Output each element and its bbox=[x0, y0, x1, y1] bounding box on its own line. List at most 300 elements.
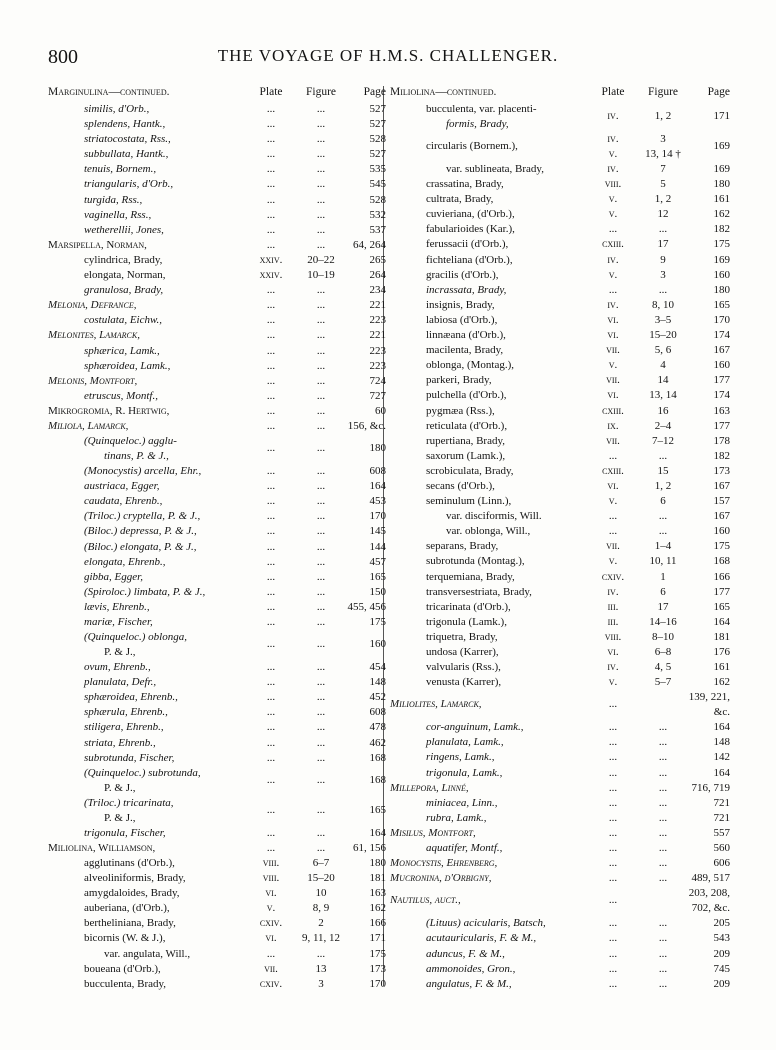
plate-cell: ... bbox=[266, 148, 276, 161]
page-cell: 209 bbox=[713, 977, 730, 990]
page-cell: 182 bbox=[713, 223, 730, 236]
index-entry bbox=[48, 419, 386, 434]
plate-cell: ... bbox=[266, 442, 276, 455]
plate-cell: ... bbox=[266, 947, 276, 960]
index-entry bbox=[48, 359, 386, 374]
entry-name: trigonula, Lamk., bbox=[426, 766, 503, 779]
entry-name: seminulum (Linn.), bbox=[426, 495, 512, 508]
plate-cell: ... bbox=[266, 103, 276, 115]
figure-cell: ... bbox=[316, 525, 326, 538]
figure-cell: 12 bbox=[657, 208, 669, 221]
plate-cell: iv. bbox=[607, 298, 619, 311]
figure-cell: 1, 2 bbox=[654, 193, 672, 206]
figure-cell: ... bbox=[316, 193, 326, 206]
plate-cell: ... bbox=[266, 616, 276, 628]
index-entry bbox=[390, 177, 730, 192]
entry-name: formis, Brady, bbox=[446, 118, 509, 130]
index-entry bbox=[48, 962, 386, 977]
plate-cell: ... bbox=[266, 721, 276, 734]
figure-cell: ... bbox=[316, 178, 326, 191]
entry-name: Nautilus, auct., bbox=[390, 894, 461, 907]
figure-cell: ... bbox=[316, 419, 326, 432]
index-entry bbox=[390, 841, 730, 856]
entry-name: incrassata, Brady, bbox=[426, 283, 507, 296]
page-cell: 455, 456 bbox=[347, 600, 386, 613]
plate-cell: cxiv. bbox=[601, 570, 625, 583]
figure-cell: 7 bbox=[660, 163, 666, 175]
page-cell: 223 bbox=[369, 314, 386, 327]
index-entry bbox=[390, 630, 730, 645]
index-entry bbox=[48, 947, 386, 962]
index-entry bbox=[390, 615, 730, 630]
page-cell: 221 bbox=[369, 299, 386, 312]
index-entry bbox=[390, 298, 730, 313]
index-entry bbox=[48, 736, 386, 751]
page-cell: 156, &c. bbox=[347, 419, 386, 432]
page-cell: 724 bbox=[369, 374, 386, 387]
index-entry bbox=[48, 117, 386, 132]
page-cell: 181 bbox=[369, 872, 386, 885]
plate-cell: ix. bbox=[607, 419, 619, 432]
figure-cell: ... bbox=[316, 826, 326, 839]
plate-cell: vi. bbox=[265, 932, 277, 945]
entry-name: striatocostata, Rss., bbox=[84, 133, 171, 146]
plate-cell: vi. bbox=[607, 329, 619, 342]
page-cell: 527 bbox=[369, 148, 386, 161]
figure-cell: 8, 9 bbox=[312, 902, 330, 915]
page-cell: 171 bbox=[713, 110, 730, 122]
index-entry bbox=[48, 841, 386, 856]
figure-cell: ... bbox=[316, 510, 326, 523]
plate-cell: ... bbox=[266, 465, 276, 478]
figure-cell: 7–12 bbox=[652, 434, 674, 447]
page-cell: 174 bbox=[713, 329, 730, 342]
figure-cell: ... bbox=[316, 329, 326, 342]
running-title: THE VOYAGE OF H.M.S. CHALLENGER. bbox=[217, 46, 559, 65]
figure-heading: Figure bbox=[647, 86, 679, 98]
entry-name: Mikrogromia, R. Hertwig, bbox=[48, 404, 170, 417]
plate-cell: ... bbox=[266, 118, 276, 131]
page-cell: 164 bbox=[713, 766, 730, 779]
plate-cell: ... bbox=[266, 706, 276, 719]
entry-name: wetherellii, Jones, bbox=[84, 223, 164, 236]
page-cell: 181 bbox=[713, 630, 730, 643]
entry-name: lævis, Ehrenb., bbox=[84, 600, 150, 613]
figure-cell: 2 bbox=[318, 917, 324, 930]
page-cell: 545 bbox=[369, 178, 386, 191]
index-entry bbox=[48, 147, 386, 162]
index-entry bbox=[390, 720, 730, 735]
figure-cell: 6 bbox=[660, 495, 666, 508]
page-cell: 165 bbox=[713, 298, 730, 311]
plate-cell: cxiii. bbox=[602, 404, 624, 417]
page-cell: 462 bbox=[369, 736, 386, 749]
plate-cell: viii. bbox=[604, 630, 622, 643]
entry-name: sphærica, Lamk., bbox=[84, 344, 160, 357]
figure-cell: ... bbox=[316, 691, 326, 704]
entry-name: gibba, Egger, bbox=[84, 570, 143, 583]
figure-cell: ... bbox=[316, 103, 326, 115]
plate-cell: ... bbox=[266, 299, 276, 312]
entry-name: sphæroidea, Lamk., bbox=[84, 359, 171, 372]
plate-cell: iv. bbox=[607, 585, 619, 598]
figure-cell: 6–8 bbox=[654, 646, 672, 658]
page-cell: 161 bbox=[713, 661, 730, 674]
entry-name: turgida, Rss., bbox=[84, 193, 143, 206]
entry-name: (Monocystis) arcella, Ehr., bbox=[84, 465, 202, 478]
figure-cell: 8, 10 bbox=[652, 298, 674, 311]
figure-cell: 10–19 bbox=[307, 269, 335, 282]
entry-name: (Triloc.) tricarinata, bbox=[84, 796, 174, 809]
page-cell: 163 bbox=[713, 404, 730, 417]
plate-heading: Plate bbox=[601, 86, 625, 98]
page-cell: 177 bbox=[713, 374, 730, 387]
plate-cell: ... bbox=[266, 751, 276, 764]
plate-cell: ... bbox=[266, 540, 276, 553]
index-entry bbox=[48, 193, 386, 208]
entry-name: (Biloc.) depressa, P. & J., bbox=[84, 525, 197, 538]
page-cell: 180 bbox=[369, 442, 386, 455]
figure-cell: 3 bbox=[660, 268, 666, 281]
entry-name: P. & J., bbox=[104, 781, 136, 794]
entry-name: Misilus, Montfort, bbox=[390, 826, 476, 839]
page-cell: 454 bbox=[369, 661, 386, 674]
page-cell: 160 bbox=[713, 268, 730, 281]
page-cell: 209 bbox=[713, 947, 730, 960]
entry-name: mariæ, Fischer, bbox=[84, 616, 153, 628]
entry-name: reticulata (d'Orb.), bbox=[426, 419, 508, 432]
figure-cell: ... bbox=[658, 932, 668, 945]
plate-cell: ... bbox=[608, 826, 618, 839]
figure-cell: 4 bbox=[660, 359, 666, 372]
index-entry bbox=[48, 751, 386, 766]
index-entry bbox=[390, 856, 730, 871]
right-column bbox=[390, 86, 730, 992]
entry-name: triquetra, Brady, bbox=[426, 630, 498, 643]
index-entry bbox=[48, 434, 386, 464]
plate-cell: ... bbox=[266, 691, 276, 704]
index-entry bbox=[48, 705, 386, 720]
entry-name: venusta (Karrer), bbox=[426, 676, 502, 689]
index-entry bbox=[390, 268, 730, 283]
figure-cell: 13 bbox=[315, 962, 327, 975]
entry-name: aquatifer, Montf., bbox=[426, 842, 503, 855]
page-cell: 716, 719 bbox=[691, 781, 730, 794]
entry-name: fabularioides (Kar.), bbox=[426, 223, 515, 236]
page-cell: 164 bbox=[713, 615, 730, 628]
plate-cell: vii. bbox=[264, 962, 278, 975]
figure-cell: 1–4 bbox=[654, 540, 672, 553]
plate-cell: ... bbox=[608, 894, 618, 907]
figure-cell: 10, 11 bbox=[649, 555, 677, 568]
page-cell: 608 bbox=[369, 465, 386, 478]
index-entry bbox=[390, 826, 730, 841]
figure-cell: ... bbox=[316, 223, 326, 236]
index-entry bbox=[390, 600, 730, 615]
plate-cell: ... bbox=[266, 344, 276, 357]
entry-name: (Quinqueloc.) subrotunda, bbox=[84, 766, 201, 779]
index-entry bbox=[390, 464, 730, 479]
plate-cell: ... bbox=[266, 208, 276, 221]
entry-name: Monocystis, Ehrenberg, bbox=[390, 857, 498, 870]
plate-cell: ... bbox=[266, 510, 276, 523]
plate-cell: ... bbox=[266, 736, 276, 749]
plate-cell: ... bbox=[266, 163, 276, 176]
plate-cell: ... bbox=[266, 841, 276, 854]
page-cell: 64, 264 bbox=[353, 238, 386, 251]
index-entry bbox=[390, 207, 730, 222]
plate-cell: iv. bbox=[607, 133, 619, 145]
entry-name: austriaca, Egger, bbox=[84, 480, 160, 493]
plate-cell: cxiv. bbox=[259, 917, 283, 930]
figure-cell: 15–20 bbox=[307, 872, 335, 885]
plate-cell: ... bbox=[266, 661, 276, 674]
entry-name: trigonula (Lamk.), bbox=[426, 615, 507, 628]
index-entry bbox=[48, 479, 386, 494]
index-entry bbox=[390, 539, 730, 554]
index-entry bbox=[48, 313, 386, 328]
index-entry bbox=[390, 916, 730, 931]
plate-cell: ... bbox=[266, 178, 276, 191]
column-headings bbox=[48, 86, 386, 102]
plate-cell: ... bbox=[608, 721, 618, 734]
plate-cell: ... bbox=[608, 811, 618, 824]
entry-name: Miliolina, Williamson, bbox=[48, 841, 156, 854]
figure-cell: ... bbox=[316, 284, 326, 297]
plate-cell: cxiii. bbox=[602, 464, 624, 477]
page-cell: 527 bbox=[369, 103, 386, 115]
index-entry bbox=[48, 977, 386, 992]
page-cell: 165 bbox=[369, 570, 386, 583]
index-entry bbox=[48, 404, 386, 419]
index-entry bbox=[48, 901, 386, 916]
index-entry bbox=[48, 509, 386, 524]
entry-name: planulata, Defr., bbox=[84, 676, 157, 689]
figure-cell: ... bbox=[316, 555, 326, 568]
entry-name: rubra, Lamk., bbox=[426, 811, 487, 824]
plate-cell: ... bbox=[608, 223, 618, 236]
entry-name: alveoliniformis, Brady, bbox=[84, 872, 186, 885]
plate-cell: viii. bbox=[262, 856, 280, 869]
plate-cell: viii. bbox=[604, 178, 622, 191]
page-cell: 166 bbox=[713, 570, 730, 583]
index-entry bbox=[390, 102, 730, 132]
index-entry bbox=[390, 766, 730, 781]
entry-name: tricarinata (d'Orb.), bbox=[426, 600, 511, 613]
index-entry bbox=[390, 554, 730, 569]
entry-name: cylindrica, Brady, bbox=[84, 253, 163, 266]
entry-name: pygmæa (Rss.), bbox=[426, 404, 495, 417]
figure-cell: 14 bbox=[657, 374, 669, 387]
entry-name: terquemiana, Brady, bbox=[426, 570, 515, 583]
plate-cell: ... bbox=[608, 449, 618, 462]
index-entry bbox=[48, 675, 386, 690]
entry-name: ferussacii (d'Orb.), bbox=[426, 238, 509, 251]
index-entry bbox=[390, 313, 730, 328]
figure-cell: ... bbox=[316, 540, 326, 553]
page-cell: 144 bbox=[369, 540, 386, 553]
page-cell: 148 bbox=[369, 676, 386, 689]
entry-name: planulata, Lamk., bbox=[426, 736, 504, 749]
figure-cell: ... bbox=[316, 706, 326, 719]
plate-cell: ... bbox=[266, 803, 276, 816]
section-heading: Marginulina—continued. bbox=[48, 86, 170, 98]
index-entry bbox=[48, 132, 386, 147]
figure-cell: ... bbox=[316, 616, 326, 628]
index-entry bbox=[390, 434, 730, 449]
plate-cell: v. bbox=[608, 148, 618, 160]
index-entry bbox=[48, 570, 386, 585]
index-entry bbox=[390, 931, 730, 946]
entry-name: vaginella, Rss., bbox=[84, 208, 152, 221]
figure-cell: 10 bbox=[315, 887, 327, 900]
index-entry bbox=[48, 177, 386, 192]
plate-cell: ... bbox=[608, 781, 618, 794]
page-cell: 478 bbox=[369, 721, 386, 734]
entry-name: sphærula, Ehrenb., bbox=[84, 706, 168, 719]
entry-name: subrotunda (Montag.), bbox=[426, 555, 525, 568]
page-cell: 180 bbox=[713, 178, 730, 191]
entry-name: Melonis, Montfort, bbox=[48, 374, 138, 387]
index-entry bbox=[48, 796, 386, 826]
figure-cell: ... bbox=[316, 344, 326, 357]
page-cell: 180 bbox=[713, 283, 730, 296]
index-entry bbox=[390, 570, 730, 585]
figure-cell: 15 bbox=[657, 464, 669, 477]
index-entry bbox=[48, 524, 386, 539]
figure-cell: 17 bbox=[657, 238, 669, 251]
plate-cell: ... bbox=[266, 676, 276, 689]
page-number: 800 bbox=[48, 46, 78, 68]
plate-cell: ... bbox=[266, 359, 276, 372]
index-entry bbox=[48, 464, 386, 479]
entry-name: saxorum (Lamk.), bbox=[426, 449, 506, 462]
entry-name: rupertiana, Brady, bbox=[426, 434, 506, 447]
page-cell: 174 bbox=[713, 389, 730, 402]
plate-cell: v. bbox=[266, 902, 276, 915]
page-cell: 265 bbox=[369, 253, 386, 266]
index-entry bbox=[390, 328, 730, 343]
page-cell: 745 bbox=[713, 962, 730, 975]
plate-cell: vi. bbox=[607, 389, 619, 402]
index-entry bbox=[48, 660, 386, 675]
index-entry bbox=[390, 977, 730, 992]
plate-cell: ... bbox=[608, 736, 618, 749]
index-entry bbox=[390, 524, 730, 539]
figure-cell: ... bbox=[316, 314, 326, 327]
figure-cell: 13, 14 bbox=[649, 389, 677, 402]
page-cell: 221 bbox=[369, 329, 386, 342]
index-entry bbox=[48, 615, 386, 630]
page-cell: 557 bbox=[713, 826, 730, 839]
index-entry bbox=[48, 585, 386, 600]
figure-cell: 1 bbox=[660, 570, 666, 583]
index-entry bbox=[390, 585, 730, 600]
plate-cell: cxiii. bbox=[602, 238, 624, 251]
index-entry bbox=[390, 283, 730, 298]
plate-cell: ... bbox=[266, 314, 276, 327]
page-cell: 142 bbox=[713, 751, 730, 764]
plate-cell: ... bbox=[266, 600, 276, 613]
entry-name: striata, Ehrenb., bbox=[84, 736, 156, 749]
entry-name: (Biloc.) elongata, P. & J., bbox=[84, 540, 197, 553]
figure-cell: ... bbox=[316, 238, 326, 251]
plate-cell: ... bbox=[266, 223, 276, 236]
index-entry bbox=[48, 630, 386, 660]
page-cell: 727 bbox=[369, 389, 386, 402]
figure-cell: ... bbox=[316, 600, 326, 613]
figure-cell: 17 bbox=[657, 600, 669, 613]
page-cell: 264 bbox=[369, 269, 386, 282]
plate-cell: ... bbox=[266, 638, 276, 651]
entry-name: Marsipella, Norman, bbox=[48, 238, 147, 251]
page-cell: 528 bbox=[369, 133, 386, 146]
plate-cell: ... bbox=[266, 284, 276, 297]
entry-name: fichteliana (d'Orb.), bbox=[426, 253, 513, 266]
figure-cell: ... bbox=[316, 638, 326, 651]
figure-cell: ... bbox=[316, 676, 326, 689]
entry-name: caudata, Ehrenb., bbox=[84, 495, 163, 508]
plate-cell: ... bbox=[608, 698, 618, 711]
index-entry bbox=[390, 373, 730, 388]
plate-cell: iv. bbox=[607, 110, 619, 122]
index-entry bbox=[390, 388, 730, 403]
index-entry bbox=[48, 102, 386, 117]
index-entry bbox=[48, 238, 386, 253]
figure-cell: 1, 2 bbox=[654, 110, 672, 122]
entry-name: miniacea, Linn., bbox=[426, 796, 498, 809]
entry-name: parkeri, Brady, bbox=[426, 374, 492, 387]
entry-name: P. & J., bbox=[104, 811, 136, 824]
index-entry bbox=[48, 766, 386, 796]
page-cell: 175 bbox=[369, 947, 386, 960]
plate-cell: ... bbox=[266, 570, 276, 583]
entry-name: cor-anguinum, Lamk., bbox=[426, 721, 524, 734]
page-cell: 535 bbox=[369, 163, 386, 176]
plate-cell: ... bbox=[608, 842, 618, 855]
figure-cell: ... bbox=[316, 404, 326, 417]
page-cell: 165 bbox=[369, 803, 386, 816]
page-cell: 608 bbox=[369, 706, 386, 719]
entry-name: macilenta, Brady, bbox=[426, 344, 504, 357]
index-entry bbox=[48, 931, 386, 946]
page-cell: 157 bbox=[713, 495, 730, 508]
entry-name: trigonula, Fischer, bbox=[84, 826, 166, 839]
index-entry bbox=[390, 237, 730, 252]
index-entry bbox=[48, 268, 386, 283]
figure-cell: 13, 14 † bbox=[645, 148, 681, 160]
entry-name: bucculenta, var. placenti- bbox=[426, 103, 537, 115]
figure-cell: 4, 5 bbox=[654, 661, 672, 674]
figure-cell: ... bbox=[658, 857, 668, 870]
index-entry bbox=[390, 404, 730, 419]
figure-cell: ... bbox=[658, 917, 668, 930]
entry-name: costulata, Eichw., bbox=[84, 314, 163, 327]
plate-cell: v. bbox=[608, 676, 618, 689]
page-cell: 560 bbox=[713, 842, 730, 855]
figure-cell: ... bbox=[658, 796, 668, 809]
index-entry bbox=[48, 886, 386, 901]
figure-cell: 9 bbox=[660, 253, 666, 266]
entry-name: subrotunda, Fischer, bbox=[84, 751, 175, 764]
plate-cell: ... bbox=[266, 329, 276, 342]
plate-cell: ... bbox=[266, 480, 276, 493]
section-heading: Miliolina—continued. bbox=[390, 86, 497, 98]
plate-cell: iii. bbox=[607, 615, 619, 628]
entry-name: elongata, Norman, bbox=[84, 269, 166, 282]
plate-cell: iii. bbox=[607, 600, 619, 613]
index-entry bbox=[390, 253, 730, 268]
